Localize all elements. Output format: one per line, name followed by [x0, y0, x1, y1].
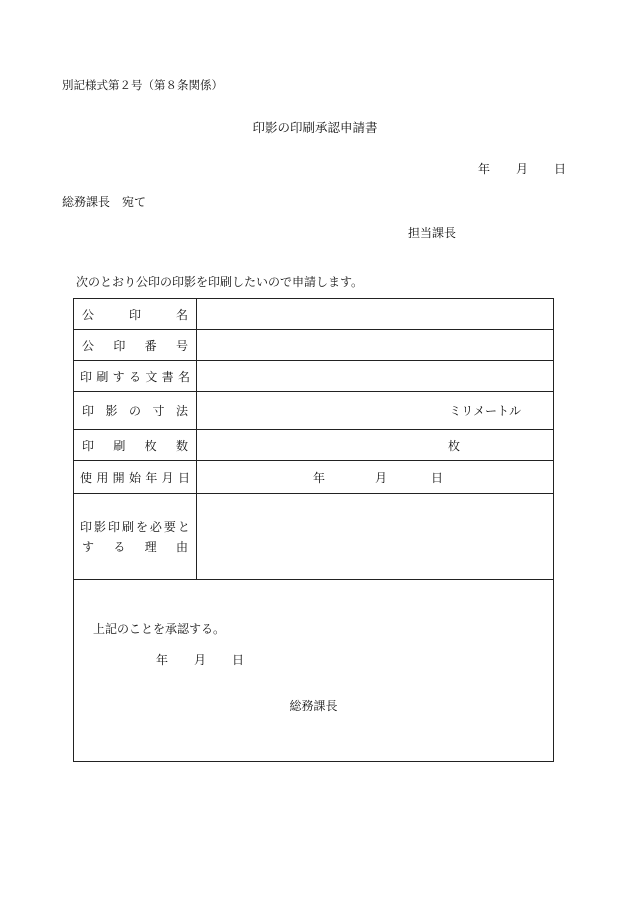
- char: 書: [161, 369, 174, 384]
- char: 月: [161, 470, 174, 485]
- spread-text: [80, 517, 190, 537]
- char: る: [128, 369, 141, 384]
- intro-text: 次のとおり公印の印影を印刷したいので申請します。: [76, 275, 364, 289]
- char: 印: [107, 519, 120, 534]
- char: 開: [112, 470, 125, 485]
- char: 公: [82, 307, 95, 322]
- reason-field[interactable]: [197, 494, 554, 580]
- char: 必: [149, 519, 162, 534]
- document-title: 印影の印刷承認申請書: [252, 120, 378, 135]
- approval-section: [74, 580, 554, 762]
- char: 影: [93, 519, 106, 534]
- char: 用: [96, 470, 109, 485]
- char: 刷: [113, 438, 126, 453]
- approval-year: 年: [156, 653, 169, 667]
- char: 年: [145, 470, 158, 485]
- char: 印: [113, 338, 126, 353]
- start-month: 月: [375, 470, 388, 485]
- row-seal-name: [74, 299, 554, 330]
- start-date-parts: [197, 469, 553, 486]
- char: 刷: [96, 369, 109, 384]
- row-copies: [74, 430, 554, 461]
- spread-text: [80, 402, 190, 419]
- char: 要: [163, 519, 176, 534]
- copies-label: [74, 430, 197, 461]
- start-year: 年: [313, 470, 326, 485]
- char: 刷: [121, 519, 134, 534]
- row-document-name: [74, 361, 554, 392]
- submitter: 担当課長: [408, 226, 457, 240]
- copies-unit: 枚: [447, 438, 460, 453]
- date-day: 日: [554, 162, 567, 176]
- approval-inner: [74, 580, 553, 761]
- char: 由: [175, 539, 188, 554]
- approval-signature: 総務課長: [289, 699, 338, 713]
- char: 始: [128, 470, 141, 485]
- char: 番: [144, 338, 157, 353]
- char: 印: [80, 519, 93, 534]
- char: 号: [175, 338, 188, 353]
- char: 枚: [144, 438, 157, 453]
- start-date-label: [74, 461, 197, 494]
- start-date-field[interactable]: [197, 461, 554, 494]
- row-approval: [74, 580, 554, 762]
- char: 印: [82, 438, 95, 453]
- spread-text: [80, 537, 190, 557]
- application-date: [478, 163, 566, 175]
- char: 日: [177, 470, 190, 485]
- date-month: 月: [516, 162, 529, 176]
- char: 使: [80, 470, 93, 485]
- dimension-unit: ミリメートル: [449, 404, 521, 418]
- row-dimension: [74, 392, 554, 430]
- spread-text: [80, 306, 190, 323]
- row-start-date: [74, 461, 554, 494]
- spread-text: [80, 469, 190, 486]
- char: 印: [80, 369, 93, 384]
- row-seal-number: [74, 330, 554, 361]
- seal-name-field[interactable]: [197, 299, 554, 330]
- char: 法: [175, 404, 188, 418]
- char: 影: [105, 404, 118, 418]
- document-name-label: [74, 361, 197, 392]
- addressee: 総務課長 宛て: [62, 195, 147, 209]
- row-reason: [74, 494, 554, 580]
- spread-text: [80, 368, 190, 385]
- application-form-table: [73, 298, 554, 762]
- char: 数: [175, 438, 188, 453]
- seal-name-label: [74, 299, 197, 330]
- form-number: 別記様式第２号（第８条関係）: [62, 78, 223, 92]
- char: 印: [128, 307, 141, 322]
- dimension-label: [74, 392, 197, 430]
- approval-date: [156, 651, 244, 668]
- document-name-field[interactable]: [197, 361, 554, 392]
- approval-day: 日: [232, 653, 245, 667]
- start-day: 日: [431, 470, 444, 485]
- seal-number-field[interactable]: [197, 330, 554, 361]
- char: と: [177, 519, 190, 534]
- char: 印: [82, 404, 95, 418]
- char: る: [113, 539, 126, 554]
- char: す: [112, 369, 125, 384]
- char: す: [82, 539, 95, 554]
- char: を: [135, 519, 148, 534]
- spread-text: [80, 437, 190, 454]
- copies-field[interactable]: [197, 430, 554, 461]
- char: 公: [82, 338, 95, 353]
- char: 寸: [152, 404, 165, 418]
- char: 理: [144, 539, 157, 554]
- char: 名: [177, 369, 190, 384]
- char: 文: [145, 369, 158, 384]
- char: の: [128, 404, 141, 418]
- reason-label: [74, 494, 197, 580]
- approval-month: 月: [194, 653, 207, 667]
- date-year: 年: [478, 162, 491, 176]
- dimension-field[interactable]: [197, 392, 554, 430]
- approval-text: 上記のことを承認する。: [93, 622, 226, 636]
- char: 名: [175, 307, 188, 322]
- spread-text: [80, 337, 190, 354]
- seal-number-label: [74, 330, 197, 361]
